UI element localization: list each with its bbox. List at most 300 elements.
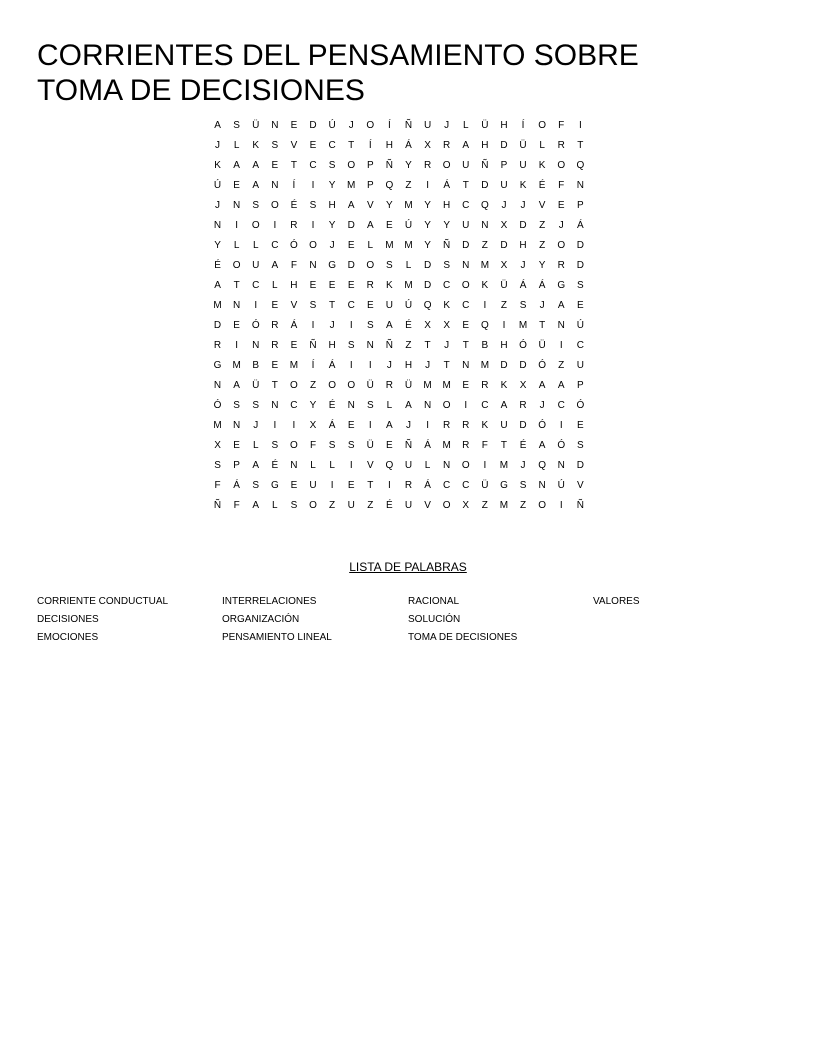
grid-cell: I [273,220,277,231]
grid-row [208,116,590,136]
grid-cell: R [271,340,279,351]
grid-cell: Ü [481,480,489,491]
grid-cell: Á [519,280,527,291]
grid-cell: Ñ [576,500,584,511]
grid-cell: F [558,180,565,191]
grid-cell: S [347,440,355,451]
grid-cell: N [252,340,260,351]
grid-cell: Ñ [213,500,222,511]
grid-cell: M [213,300,222,311]
grid-row [208,456,590,476]
grid-cell: E [462,380,470,391]
grid-row [208,396,590,416]
grid-cell: M [404,240,413,251]
grid-cell: J [348,120,354,131]
grid-cell: E [462,320,470,331]
grid-cell: Ó [557,440,566,451]
grid-cell: Á [538,280,546,291]
grid-cell: C [328,140,336,151]
grid-cell: J [405,420,411,431]
grid-cell: C [481,400,489,411]
grid-cell: N [557,460,565,471]
grid-cell: Ñ [443,240,451,251]
grid-cell: P [576,380,584,391]
grid-cell: K [519,180,527,191]
grid-cell: R [462,440,470,451]
grid-cell: Z [481,240,488,251]
grid-cell: E [271,300,279,311]
grid-cell: Ó [538,360,547,371]
grid-cell: C [309,160,317,171]
grid-cell: S [309,200,317,211]
grid-cell: É [214,260,221,271]
grid-cell: R [423,160,432,171]
grid-cell: I [559,340,563,351]
grid-cell: Ñ [385,340,393,351]
grid-cell: Ó [576,400,585,411]
grid-cell: S [271,440,279,451]
grid-cell: E [557,200,565,211]
grid-cell: É [290,200,298,211]
grid-cell: Z [405,340,412,351]
grid-cell: E [347,420,355,431]
grid-cell: S [252,200,260,211]
grid-cell: C [271,240,279,251]
grid-cell: T [539,320,546,331]
grid-cell: M [404,200,413,211]
grid-cell: É [386,500,393,511]
grid-cell: J [444,120,450,131]
grid-cell: O [290,380,298,391]
grid-cell: Q [480,200,489,211]
grid-cell: L [539,140,545,151]
grid-cell: S [290,500,298,511]
grid-cell: Í [388,120,391,131]
grid-cell: C [557,400,565,411]
grid-cell: J [329,240,335,251]
grid-cell: M [404,280,413,291]
grid-cell: S [328,440,336,451]
grid-cell: É [405,320,412,331]
grid-cell: Á [328,420,336,431]
grid-cell: H [500,340,508,351]
grid-cell: M [480,260,490,271]
grid-cell: S [328,160,336,171]
grid-cell: Í [521,120,525,131]
grid-row [208,356,590,376]
title-line: TOMA DE DECISIONES [37,74,365,107]
grid-cell: M [423,380,432,391]
grid-cell: N [309,260,317,271]
grid-cell: L [233,240,240,251]
grid-cell: H [404,360,413,371]
grid-cell: M [499,460,509,471]
grid-cell: Q [576,160,585,171]
grid-cell: D [576,460,584,471]
grid-cell: Ú [404,300,413,311]
grid-cell: A [347,200,355,211]
grid-cell: X [519,380,527,391]
grid-cell: Á [424,440,431,451]
grid-cell: U [309,480,317,491]
grid-cell: T [424,340,431,351]
grid-cell: I [464,400,468,411]
grid-cell: X [500,260,508,271]
grid-cell: O [461,280,470,291]
grid-cell: D [481,180,489,191]
grid-cell: Q [385,460,394,471]
grid-cell: Z [539,240,546,251]
grid-cell: A [405,400,412,411]
grid-cell: C [347,300,355,311]
grid-cell: I [235,340,239,351]
grid-cell: C [252,280,260,291]
grid-cell: S [233,400,240,411]
grid-cell: V [424,500,431,511]
grid-cell: O [538,120,547,131]
grid-cell: T [290,160,297,171]
grid-cell: H [519,240,527,251]
grid-row [208,156,590,176]
grid-cell: T [233,280,240,291]
grid-cell: Y [424,220,431,231]
grid-cell: C [462,300,470,311]
grid-cell: H [500,120,508,131]
grid-cell: N [233,420,241,431]
grid-cell: T [271,380,278,391]
grid-cell: H [328,200,336,211]
grid-cell: Z [519,500,527,511]
grid-cell: É [519,440,527,451]
grid-cell: X [309,420,317,431]
grid-cell: X [500,220,508,231]
grid-cell: U [500,420,508,431]
grid-cell: K [538,160,546,171]
grid-cell: A [252,160,260,171]
grid-cell: X [214,440,221,451]
grid-cell: E [309,140,317,151]
grid-cell: I [388,480,391,491]
grid-cell: P [233,460,240,471]
grid-cell: M [385,240,394,251]
grid-cell: Á [405,140,412,151]
grid-cell: K [443,300,450,311]
grid-cell: R [443,420,451,431]
grid-cell: U [462,220,470,231]
grid-cell: E [576,420,584,431]
grid-cell: D [213,320,222,331]
word-list-item: VALORES [593,596,640,607]
grid-cell: L [329,460,335,471]
grid-cell: V [366,200,374,211]
grid-cell: U [252,260,260,271]
grid-cell: A [214,120,221,131]
grid-cell: S [214,460,221,471]
grid-cell: H [328,340,336,351]
word-list-item: EMOCIONES [37,632,99,643]
grid-cell: Ú [557,480,565,491]
grid-cell: A [366,220,374,231]
grid-cell: E [233,440,240,451]
word-list-item: TOMA DE DECISIONES [408,632,518,643]
grid-cell: R [404,480,413,491]
grid-cell: R [290,220,298,231]
grid-cell: R [557,260,565,271]
grid-cell: C [576,340,584,351]
word-list-item: CORRIENTE CONDUCTUAL [37,596,169,607]
grid-cell: Y [328,220,336,231]
grid-cell: Á [576,220,584,231]
grid-cell: O [557,160,566,171]
grid-cell: Z [405,180,412,191]
grid-cell: I [559,420,563,431]
grid-cell: O [309,240,317,251]
page-title [37,38,737,108]
grid-cell: Z [367,500,374,511]
grid-cell: X [443,320,450,331]
grid-cell: R [519,400,527,411]
grid-cell: K [252,140,260,151]
grid-cell: A [252,500,260,511]
grid-cell: Z [481,500,488,511]
grid-cell: N [462,360,470,371]
grid-cell: M [442,380,451,391]
grid-cell: E [347,480,355,491]
grid-cell: Ü [500,280,508,291]
grid-cell: S [366,320,374,331]
grid-cell: V [576,480,584,491]
grid-cell: I [426,180,429,191]
grid-cell: N [233,300,241,311]
grid-cell: Y [538,260,546,271]
grid-cell: T [500,440,507,451]
grid-cell: U [385,300,393,311]
grid-row [208,316,590,336]
grid-cell: G [500,480,508,491]
grid-cell: I [368,420,372,431]
grid-cell: Z [309,380,317,391]
grid-cell: O [290,440,298,451]
grid-cell: Ü [366,380,374,391]
grid-cell: Ú [404,220,413,231]
grid-cell: B [252,360,260,371]
grid-cell: E [366,300,374,311]
grid-cell: Ó [251,320,260,331]
grid-cell: Ñ [385,160,393,171]
grid-cell: V [290,140,298,151]
grid-cell: M [499,500,509,511]
grid-cell: N [481,220,489,231]
grid-cell: A [557,300,565,311]
grid-cell: O [347,160,356,171]
grid-cell: J [386,360,392,371]
grid-cell: Ú [213,180,222,191]
grid-cell: O [366,120,375,131]
grid-cell: I [559,500,563,511]
grid-cell: R [481,380,489,391]
grid-cell: S [252,480,260,491]
grid-cell: M [213,420,222,431]
grid-cell: Ó [213,400,222,411]
grid-cell: S [366,400,374,411]
grid-cell: Á [424,480,431,491]
grid-cell: D [347,260,355,271]
grid-row [208,176,590,196]
grid-cell: N [347,400,355,411]
grid-cell: D [519,420,527,431]
grid-cell: K [500,380,508,391]
grid-cell: D [500,140,508,151]
grid-cell: G [557,280,566,291]
grid-cell: I [426,420,429,431]
grid-cell: N [271,400,279,411]
grid-cell: E [347,240,355,251]
word-list-item: SOLUCIÓN [408,614,461,625]
grid-cell: Y [443,220,450,231]
grid-cell: N [443,460,451,471]
grid-row [208,376,590,396]
grid-cell: N [423,400,432,411]
grid-cell: Z [558,360,565,371]
grid-cell: S [347,340,355,351]
grid-cell: T [329,300,336,311]
grid-cell: A [271,260,279,271]
grid-cell: N [462,260,470,271]
grid-cell: L [367,240,374,251]
grid-cell: A [386,420,393,431]
grid-cell: E [328,280,336,291]
grid-cell: C [443,280,451,291]
grid-cell: S [519,300,527,311]
grid-cell: Ü [366,440,374,451]
grid-cell: J [215,200,221,211]
grid-cell: A [214,280,221,291]
grid-cell: I [311,320,315,331]
grid-cell: Ü [252,380,260,391]
grid-row [208,416,590,436]
grid-cell: Í [368,140,372,151]
grid-cell: I [578,120,582,131]
grid-cell: U [423,120,432,131]
grid-cell: O [538,500,547,511]
grid-cell: T [443,360,450,371]
grid-cell: S [233,120,240,131]
grid-cell: S [386,260,393,271]
word-list-item: RACIONAL [408,596,460,607]
grid-cell: T [348,140,355,151]
grid-cell: M [289,360,299,371]
grid-cell: I [483,300,487,311]
grid-cell: Í [311,360,315,371]
grid-cell: U [576,360,584,371]
grid-cell: S [576,440,584,451]
grid-cell: S [519,480,527,491]
word-search-grid [208,116,590,516]
grid-cell: E [290,120,298,131]
grid-cell: U [519,160,527,171]
grid-cell: V [538,200,546,211]
grid-cell: J [253,420,259,431]
grid-cell: X [462,500,470,511]
grid-cell: D [309,120,317,131]
grid-cell: E [290,340,298,351]
grid-cell: D [500,240,508,251]
grid-cell: E [576,300,584,311]
grid-cell: I [254,300,258,311]
grid-cell: Y [405,160,412,171]
grid-cell: U [404,460,413,471]
grid-cell: F [233,500,240,511]
grid-cell: E [233,320,240,331]
grid-row [208,296,590,316]
grid-cell: H [385,140,393,151]
grid-cell: S [252,400,260,411]
grid-cell: R [213,340,222,351]
grid-cell: Z [500,300,507,311]
grid-cell: J [215,140,221,151]
grid-cell: L [272,500,278,511]
grid-cell: K [386,280,393,291]
grid-cell: Ó [519,340,527,351]
word-list-heading: LISTA DE PALABRAS [349,560,467,574]
grid-cell: F [558,120,565,131]
grid-cell: S [271,140,279,151]
grid-cell: Ñ [481,160,489,171]
grid-cell: J [520,200,526,211]
grid-cell: O [442,500,451,511]
grid-cell: K [481,280,489,291]
grid-cell: I [502,320,506,331]
grid-cell: N [213,380,222,391]
grid-cell: D [500,360,508,371]
grid-cell: Í [292,180,296,191]
grid-row [208,256,590,276]
grid-cell: J [539,300,545,311]
grid-cell: N [271,120,279,131]
grid-cell: O [442,400,451,411]
grid-cell: U [462,160,470,171]
grid-cell: R [557,140,565,151]
grid-cell: O [270,200,279,211]
grid-cell: L [462,120,469,131]
grid-cell: L [310,460,316,471]
grid-cell: D [423,260,432,271]
grid-cell: Ü [404,380,413,391]
grid-cell: Z [539,220,546,231]
grid-cell: N [233,200,241,211]
grid-cell: I [292,420,296,431]
grid-cell: V [366,460,374,471]
grid-cell: D [462,240,470,251]
grid-cell: L [405,260,412,271]
grid-cell: Á [328,360,336,371]
grid-cell: C [462,480,470,491]
grid-row [208,336,590,356]
grid-cell: R [443,140,451,151]
grid-cell: O [251,220,260,231]
grid-cell: R [271,320,279,331]
grid-cell: D [519,360,527,371]
grid-cell: I [311,180,315,191]
grid-cell: E [309,280,317,291]
grid-cell: M [232,360,241,371]
grid-cell: É [271,460,279,471]
grid-cell: M [347,180,356,191]
grid-cell: H [443,200,451,211]
grid-row [208,276,590,296]
grid-cell: O [232,260,241,271]
grid-cell: O [328,380,336,391]
